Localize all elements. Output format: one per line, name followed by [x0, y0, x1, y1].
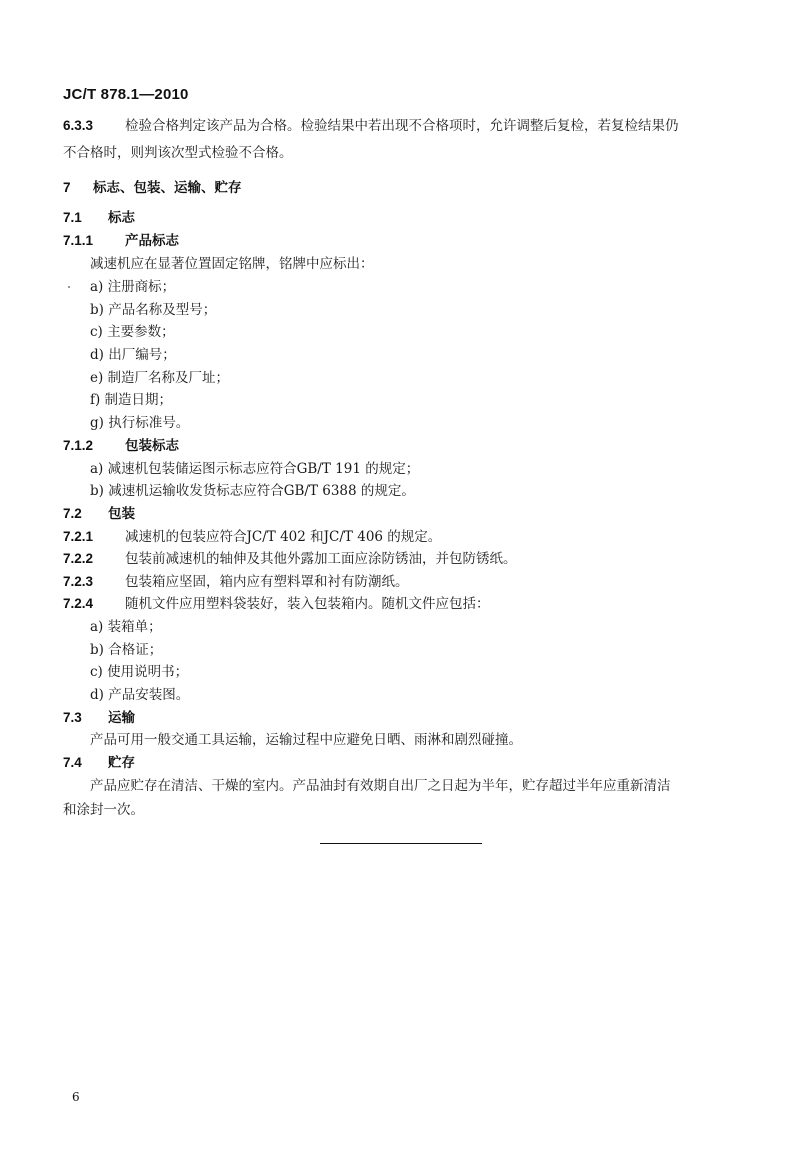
clause-number: 7.2.2: [63, 551, 94, 566]
scan-speck: [68, 286, 70, 288]
list-item: b) 减速机运输收发货标志应符合GB/T 6388 的规定。: [90, 483, 415, 499]
paragraph-7-3: 产品可用一般交通工具运输，运输过程中应避免日晒、雨淋和剧烈碰撞。: [90, 732, 522, 748]
section-number: 7.3: [63, 710, 82, 725]
section-number: 7: [63, 180, 71, 195]
list-item: b) 产品名称及型号；: [90, 302, 217, 318]
section-heading-7: [63, 178, 242, 198]
section-title: 标志、包装、运输、贮存: [93, 180, 242, 196]
section-title: 标志: [108, 210, 135, 226]
clause-7-2-3: [63, 572, 409, 592]
clause-7-2-4: [63, 594, 490, 614]
paragraph-7-4-continued: 和涂封一次。: [63, 802, 144, 818]
clause-7-2-2: [63, 549, 517, 569]
clause-text: 不合格时，则判该次型式检验不合格。: [63, 145, 293, 161]
section-title: 产品标志: [125, 233, 179, 249]
section-heading-7-1-2: [63, 436, 179, 456]
section-title: 运输: [108, 710, 135, 726]
paragraph-7-1-1-intro: 减速机应在显著位置固定铭牌，铭牌中应标出：: [90, 256, 374, 272]
list-item: f) 制造日期；: [90, 392, 173, 408]
list-item: c) 主要参数；: [90, 324, 175, 340]
section-heading-7-2: [63, 504, 135, 524]
section-number: 7.1.2: [63, 438, 94, 453]
paragraph-7-4: 产品应贮存在清洁、干燥的室内。产品油封有效期自出厂之日起为半年，贮存超过半年应重新清洁: [90, 778, 671, 794]
clause-text: 减速机的包装应符合JC/T 402 和JC/T 406 的规定。: [125, 529, 442, 545]
clause-text: 检验合格判定该产品为合格。检验结果中若出现不合格项时，允许调整后复检，若复检结果仍: [125, 118, 679, 134]
list-item: e) 制造厂名称及厂址；: [90, 370, 230, 386]
list-item: a) 减速机包装储运图示标志应符合GB/T 191 的规定；: [90, 461, 420, 477]
section-heading-7-1-1: [63, 231, 179, 251]
section-title: 包装标志: [125, 438, 179, 454]
section-number: 7.1.1: [63, 233, 94, 248]
clause-text: 包装箱应坚固，箱内应有塑料罩和衬有防潮纸。: [125, 574, 409, 590]
clause-6-3-3: [63, 116, 679, 136]
section-number: 7.1: [63, 210, 82, 225]
clause-number: 7.2.1: [63, 529, 94, 544]
clause-number: 6.3.3: [63, 118, 94, 133]
list-item: a) 装箱单；: [90, 619, 162, 635]
list-item: c) 使用说明书；: [90, 664, 189, 680]
page-number: 6: [72, 1090, 80, 1104]
list-item: g) 执行标准号。: [90, 415, 190, 431]
standard-code-header: JC/T 878.1—2010: [63, 86, 189, 103]
section-title: 贮存: [108, 755, 135, 771]
clause-text: 随机文件应用塑料袋装好，装入包装箱内。随机文件应包括：: [125, 596, 490, 612]
end-of-document-rule: [320, 843, 482, 844]
list-item: b) 合格证；: [90, 642, 163, 658]
clause-number: 7.2.4: [63, 596, 94, 611]
list-item: d) 出厂编号；: [90, 347, 176, 363]
clause-number: 7.2.3: [63, 574, 94, 589]
list-item: d) 产品安装图。: [90, 687, 190, 703]
section-heading-7-3: [63, 708, 135, 728]
section-heading-7-1: [63, 208, 135, 228]
clause-text: 包装前减速机的轴伸及其他外露加工面应涂防锈油，并包防锈纸。: [125, 551, 517, 567]
section-number: 7.4: [63, 755, 82, 770]
list-item: a) 注册商标；: [90, 279, 176, 295]
section-number: 7.2: [63, 506, 82, 521]
section-heading-7-4: [63, 753, 135, 773]
clause-6-3-3-continued: [63, 143, 293, 163]
clause-7-2-1: [63, 527, 441, 547]
section-title: 包装: [108, 506, 135, 522]
